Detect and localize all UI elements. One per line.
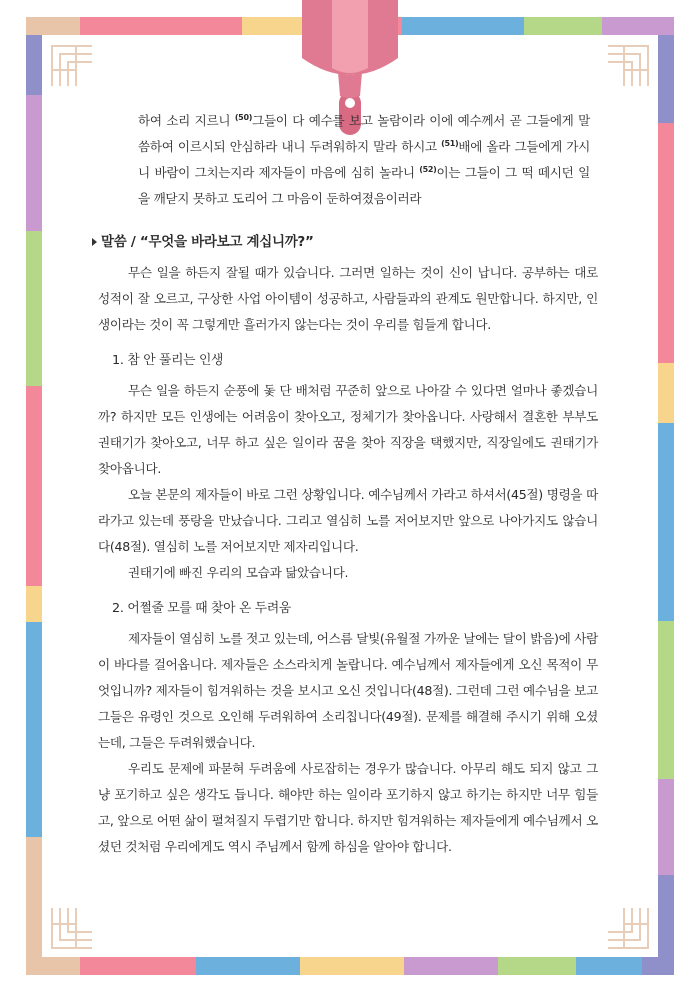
- corner-ornament-bottom-right: [606, 906, 650, 950]
- verse-text: 그들이 다 예수를 보고 놀람이라 이에 예수께서 곧 그들에게 말씀하여 이르시되 안심하라 내니 두려워하지 말라 하시고: [138, 113, 591, 154]
- triangle-bullet-icon: [92, 238, 97, 246]
- corner-ornament-top-left: [50, 44, 94, 88]
- verse-text: 배에 올라 그들에게 가시니 바람이 그치는지라 제자들이 마음에 심히 놀라니: [138, 139, 590, 180]
- verse-number: (52): [419, 164, 437, 174]
- page-content: [98, 108, 598, 860]
- right-border: [658, 35, 674, 957]
- verse-number: (51): [441, 138, 459, 148]
- intro-paragraph: 무슨 일을 하든지 잘될 때가 있습니다. 그러면 일하는 것이 신이 납니다. 공부하는 대로 성적이 잘 오르고, 구상한 사업 아이템이 성공하고, 사람들과의 관계도 원만합니다. 하지만, 인생이라는 것이 꼭 그렇게만 흘러가지 않는다는 것이 우리를 힘들게 합니다.: [98, 265, 598, 332]
- left-border: [26, 35, 42, 957]
- section-paragraph: 무슨 일을 하든지 순풍에 돛 단 배처럼 꾸준히 앞으로 나아갈 수 있다면 얼마나 좋겠습니까? 하지만 모든 인생에는 어려움이 찾아오고, 정체기가 찾아옵니다. 사랑해서 결혼한 부부도 권태기가 찾아오고, 너무 하고 싶은 일이라 꿈을 찾아 직장을 택했지만, 직장일에도 권태기가 찾아옵니다.: [98, 383, 598, 476]
- section-paragraph: 제자들이 열심히 노를 젓고 있는데, 어스름 달빛(유월절 가까운 날에는 달이 밝음)에 사람이 바다를 걸어옵니다. 제자들은 소스라치게 놀랍니다. 예수님께서 제자들에게 오신 목적이 무엇입니까? 제자들이 힘겨워하는 것을 보시고 오신 것입니다(48절). 그런데 그런 예수님을 보고 그들은 유령인 것으로 오인해 두려워하여 소리칩니다(49절). 문제를 해결해 주시기 위해 오셨는데, 그들은 두려워했습니다.: [98, 631, 598, 750]
- scripture-passage: [98, 108, 598, 212]
- section-paragraph: 권태기에 빠진 우리의 모습과 닮았습니다.: [128, 565, 349, 580]
- section-title: 2. 어쩔줄 모를 때 찾아 온 두려움: [112, 601, 291, 616]
- sermon-title: 말씀 / “무엇을 바라보고 계십니까?”: [101, 234, 314, 250]
- section-title: 1. 참 안 풀리는 인생: [112, 353, 224, 368]
- verse-text: 이는 그들이 그 떡 떼시던 일을 깨닫지 못하고 도리어 그 마음이 둔하여졌음이러라: [138, 165, 590, 206]
- verse-text: 하여 소리 지르니: [138, 113, 235, 128]
- sermon-heading: [92, 232, 598, 252]
- corner-ornament-top-right: [606, 44, 650, 88]
- verse-number: (50): [234, 112, 253, 122]
- bottom-border: [26, 957, 674, 975]
- section-paragraph: 우리도 문제에 파묻혀 두려움에 사로잡히는 경우가 많습니다. 아무리 해도 되지 않고 그냥 포기하고 싶은 생각도 듭니다. 해야만 하는 일이라 포기하지 않고 하기는 하지만 너무 힘들고, 앞으로 어떤 삶이 펼쳐질지 두렵기만 합니다. 하지만 힘겨워하는 제자들에게 예수님께서 오셨던 것처럼 우리에게도 역시 주님께서 함께 하심을 알아야 합니다.: [98, 761, 598, 854]
- section-paragraph: 오늘 본문의 제자들이 바로 그런 상황입니다. 예수님께서 가라고 하셔서(45절) 명령을 따라가고 있는데 풍랑을 만났습니다. 그리고 열심히 노를 저어보지만 앞으로 나아가지도 않습니다(48절). 열심히 노를 저어보지만 제자리입니다.: [98, 487, 598, 554]
- corner-ornament-bottom-left: [50, 906, 94, 950]
